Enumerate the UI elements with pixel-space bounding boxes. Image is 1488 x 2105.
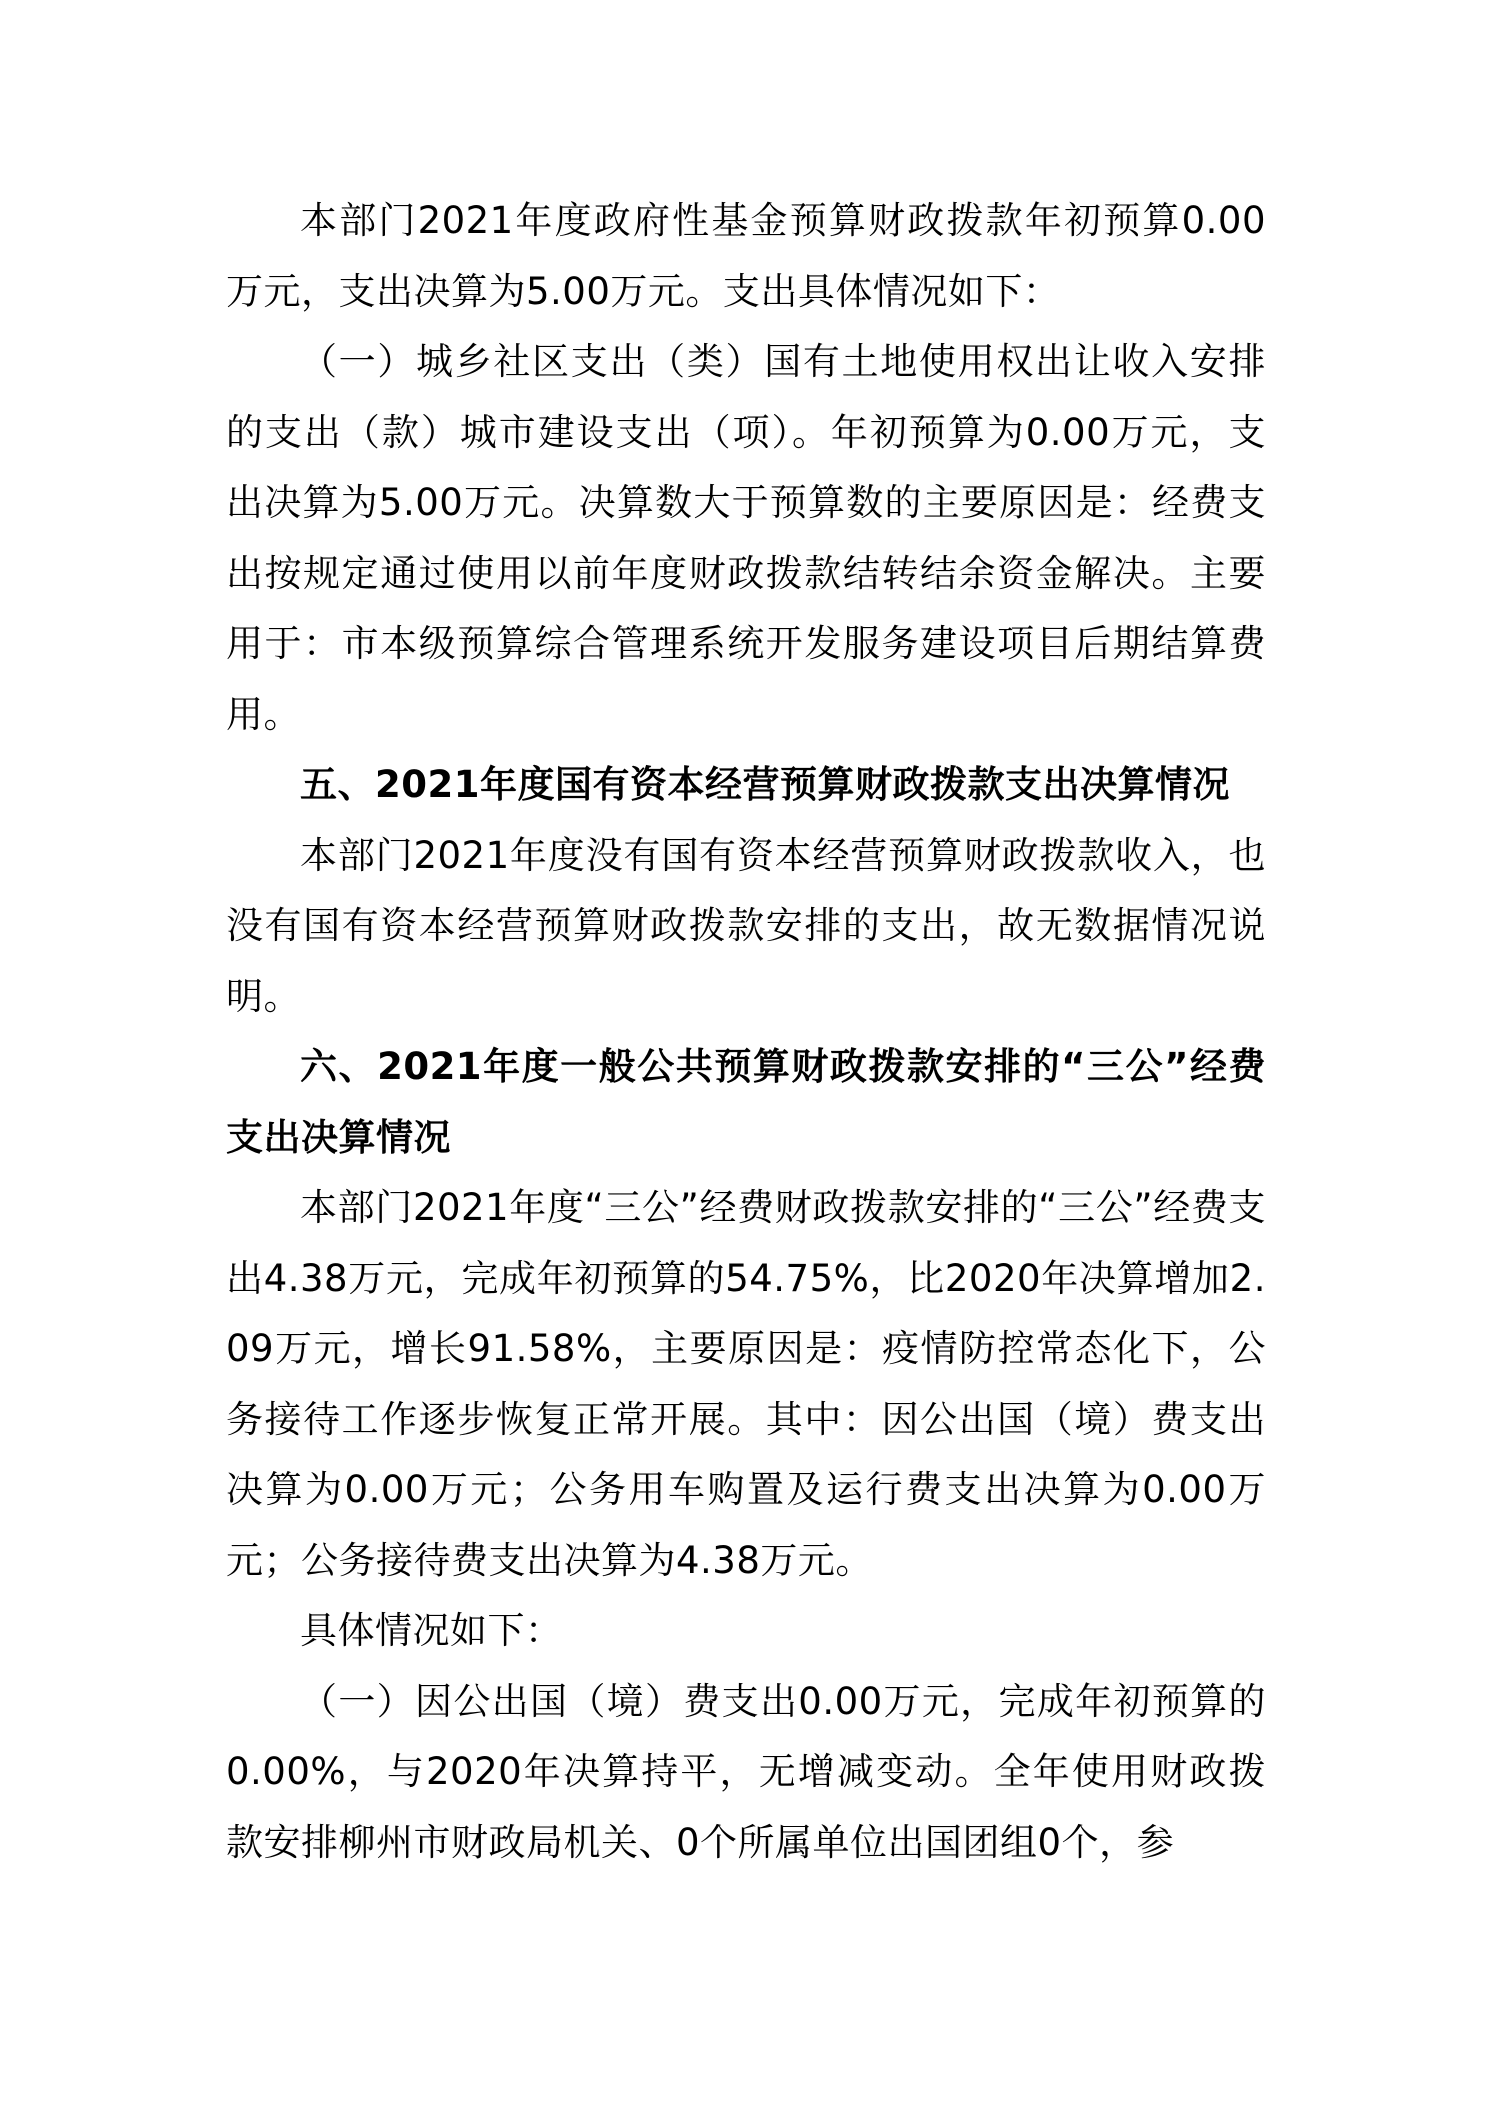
paragraph-fund-budget-intro: 本部门2021年度政府性基金预算财政拨款年初预算0.00万元，支出决算为5.00万元。支出具体情况如下： [226,199,1266,313]
paragraph-overseas-travel: （一）因公出国（境）费支出0.00万元，完成年初预算的0.00%，与2020年决算持平，无增减变动。全年使用财政拨款安排柳州市财政局机关、0个所属单位出国团组0个，参 [226,1679,1266,1864]
paragraph-three-public-summary: 本部门2021年度“三公”经费财政拨款安排的“三公”经费支出4.38万元，完成年初预算的54.75%，比2020年决算增加2.09万元，增长91.58%，主要原因是：疫情防控常态化下，公务接待工作逐步恢复正常开展。其中：因公出国（境）费支出决算为0.00万元；公务用车购置及运行费支出决算为0.00万元；公务接待费支出决算为4.38万元。 [226,1186,1266,1582]
paragraph-state-capital-none: 本部门2021年度没有国有资本经营预算财政拨款收入，也没有国有资本经营预算财政拨款安排的支出，故无数据情况说明。 [226,833,1266,1018]
section-heading-6: 六、2021年度一般公共预算财政拨款安排的“三公”经费支出决算情况 [226,1045,1266,1159]
section-heading-5: 五、2021年度国有资本经营预算财政拨款支出决算情况 [300,763,1230,806]
paragraph-details-intro: 具体情况如下： [300,1609,563,1652]
document-body [226,186,1266,1878]
paragraph-urban-community-expense: （一）城乡社区支出（类）国有土地使用权出让收入安排的支出（款）城市建设支出（项）。年初预算为0.00万元，支出决算为5.00万元。决算数大于预算数的主要原因是：经费支出按规定通过使用以前年度财政拨款结转结余资金解决。主要用于：市本级预算综合管理系统开发服务建设项目后期结算费用。 [226,340,1266,736]
